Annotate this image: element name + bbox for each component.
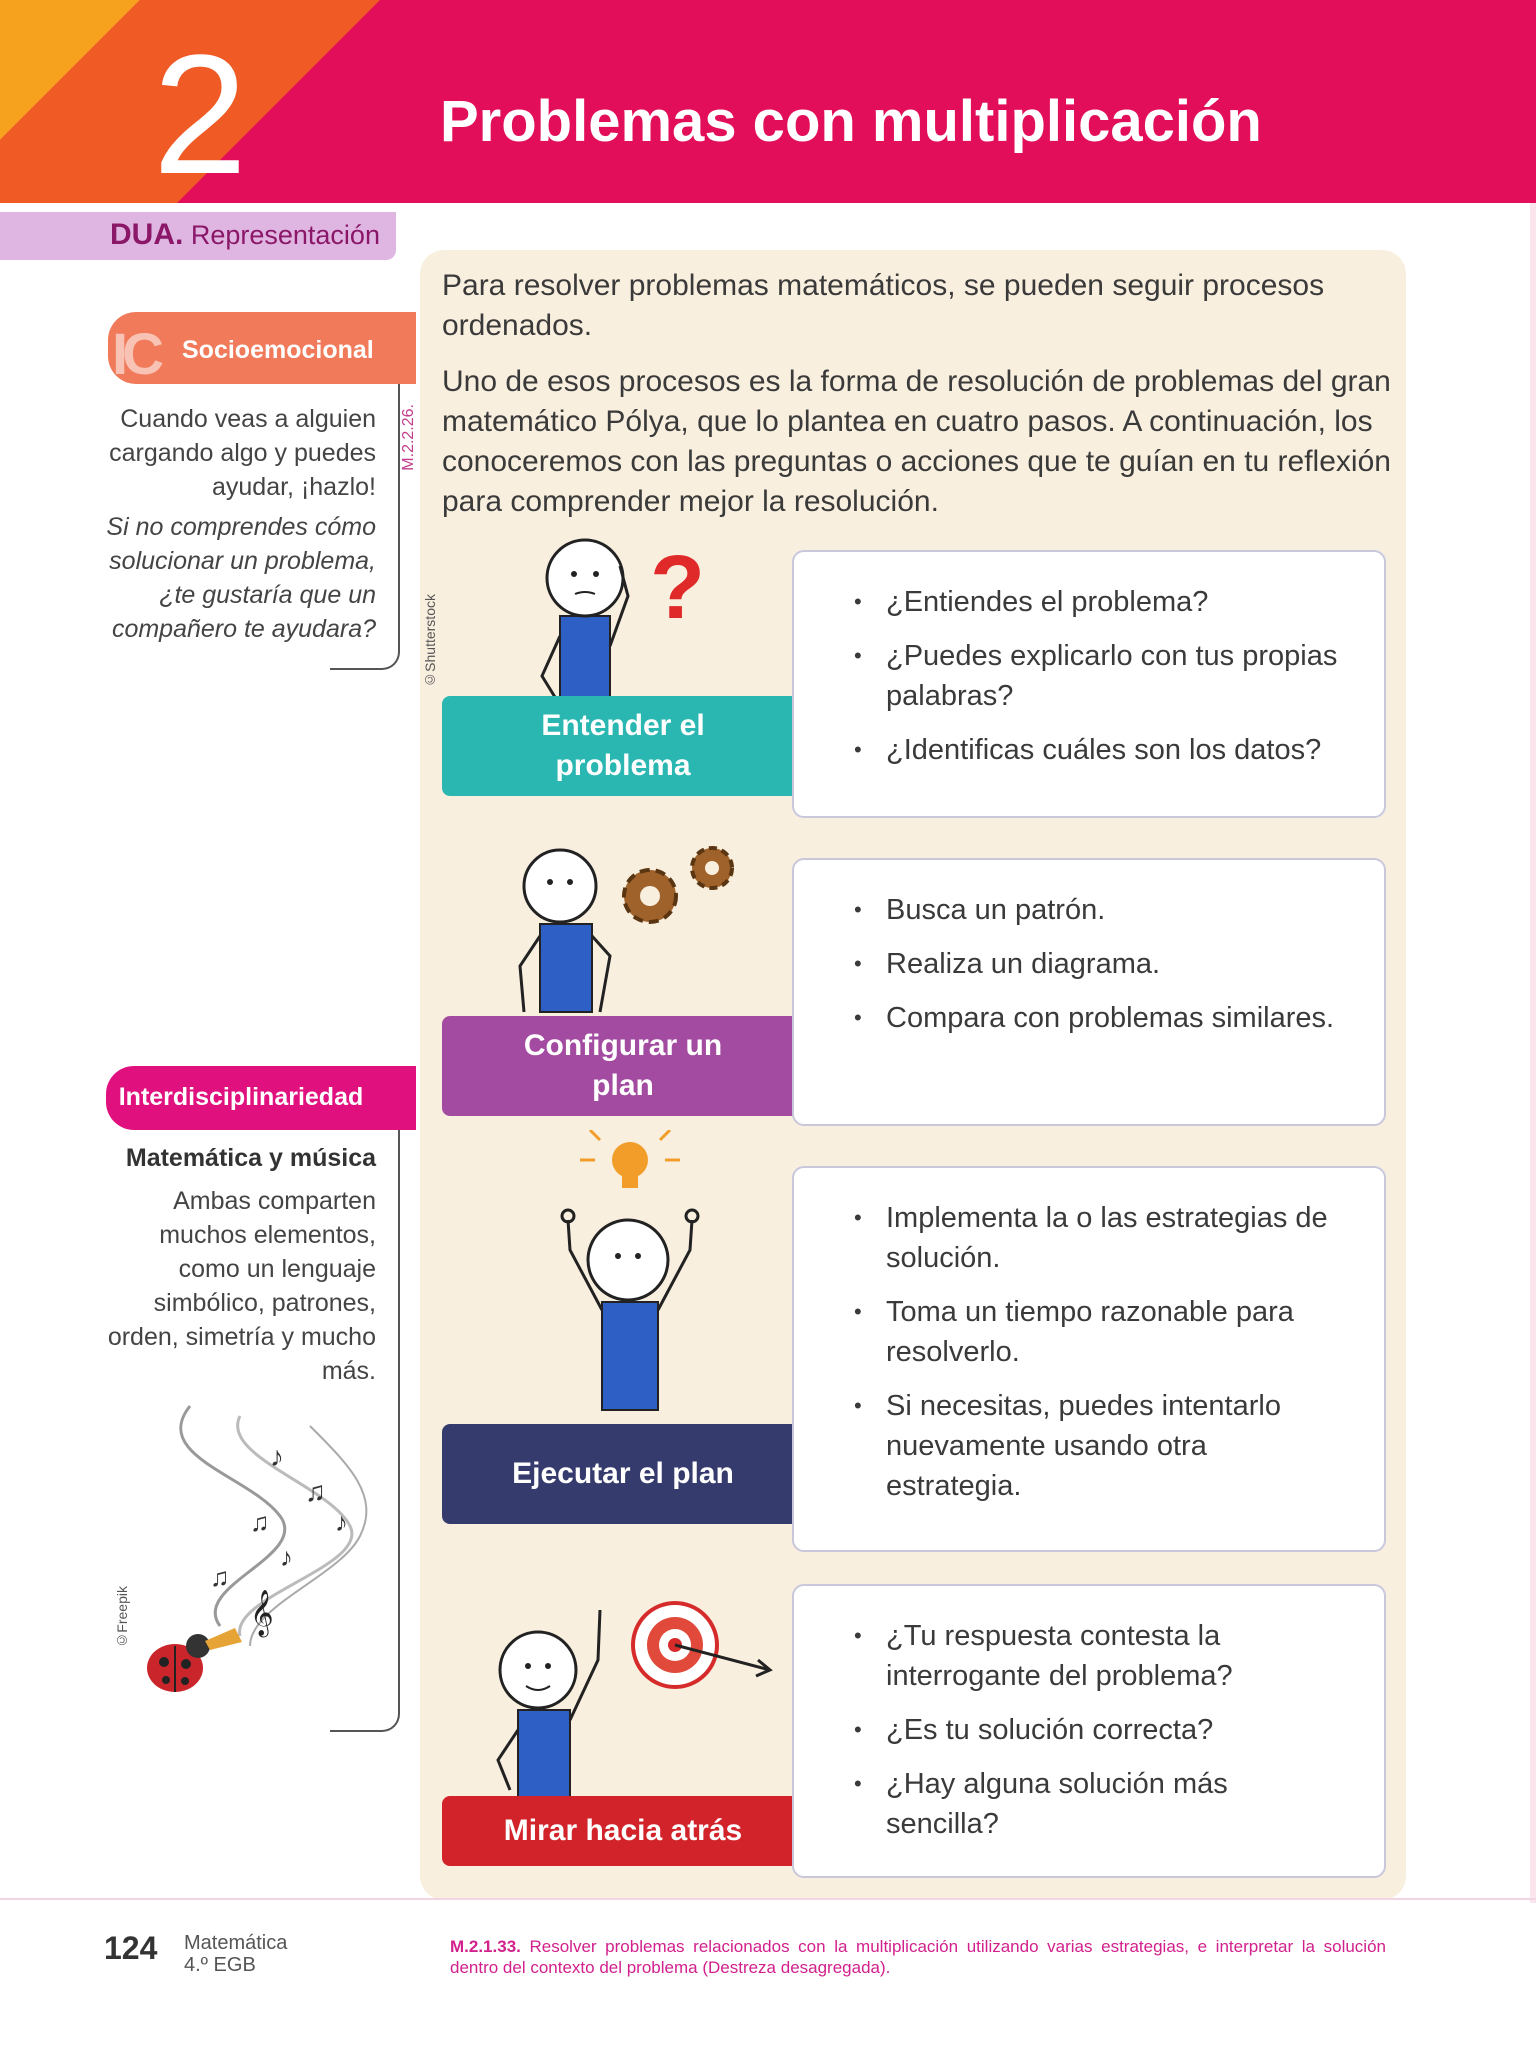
step-4-bullet: • ¿Tu respuesta contesta la interrogante del problema?: [854, 1616, 1344, 1696]
interdisciplinariedad-title: Matemática y música: [125, 1144, 376, 1172]
ic-logo: IC: [112, 322, 158, 387]
step-4-label: Mirar hacia atrás: [442, 1796, 804, 1866]
image-credit: ©Freepik: [114, 1586, 130, 1649]
step-1-bullet: • ¿Entiendes el problema?: [854, 582, 1344, 622]
execute-figure-illustration: [540, 1130, 720, 1420]
subject-label: Matemática 4.º EGB: [184, 1932, 288, 1976]
dua-label: DUA. Representación: [110, 218, 380, 251]
step-4-bullet: • ¿Hay alguna solución más sencilla?: [854, 1764, 1344, 1844]
page-number: 124: [104, 1930, 158, 1966]
svg-text:?: ?: [650, 538, 705, 638]
step-4-bullet: • ¿Es tu solución correcta?: [854, 1710, 1344, 1750]
intro-paragraph-2: Uno de esos procesos es la forma de resolución de problemas del gran matemático Pólya, que lo plantea en cuatro pasos. A continuación, los conoceremos con las preguntas o acciones que te guían en tu reflexión para comprender mejor la resolución.: [442, 365, 1391, 518]
ladybug-music-illustration: [130, 1396, 390, 1716]
page-title: Problemas con multiplicación: [440, 89, 1262, 154]
step-3-card: [792, 1166, 1386, 1552]
step-2-label: Configurar un plan: [442, 1016, 804, 1116]
step-2-bullet: • Busca un patrón.: [854, 890, 1344, 930]
sidebar-bracket: [330, 384, 400, 670]
step-2-card: [792, 858, 1386, 1126]
step-2-bullet: • Compara con problemas similares.: [854, 998, 1344, 1038]
svg-text:♫: ♫: [210, 1562, 230, 1592]
step-1-bullet: • ¿Puedes explicarlo con tus propias palabras?: [854, 636, 1344, 716]
step-1-label: Entender el problema: [442, 696, 804, 796]
socioemocional-label: Socioemocional: [182, 336, 374, 364]
svg-text:♪: ♪: [335, 1507, 348, 1537]
skill-footnote: M.2.1.33. Resolver problemas relacionados con la multiplicación utilizando varias estrategias, e interpretar la solución dentro del contexto del problema (Destreza desagregada).: [450, 1937, 1386, 1977]
step-1-card: [792, 550, 1386, 818]
interdisciplinariedad-text: Ambas comparten muchos elementos, como un lenguaje simbólico, patrones, orden, simetría y mucho más.: [107, 1187, 376, 1385]
step-1-bullet: • ¿Identificas cuáles son los datos?: [854, 730, 1344, 770]
svg-text:♪: ♪: [280, 1542, 293, 1572]
step-3-label: Ejecutar el plan: [442, 1424, 804, 1524]
step-3-bullet: • Si necesitas, puedes intentarlo nuevamente usando otra estrategia.: [854, 1386, 1344, 1506]
review-figure-illustration: [480, 1590, 780, 1800]
step-3-bullet: • Toma un tiempo razonable para resolverlo.: [854, 1292, 1344, 1372]
planning-figure-illustration: [500, 836, 760, 1016]
socioemocional-text: Cuando veas a alguien cargando algo y puedes ayudar, ¡hazlo!: [109, 405, 376, 501]
right-edge-strip: [1530, 203, 1536, 1903]
svg-text:♫: ♫: [250, 1507, 270, 1537]
step-3-bullet: • Implementa la o las estrategias de solución.: [854, 1198, 1344, 1278]
svg-text:♫: ♫: [305, 1476, 326, 1507]
thinking-figure-illustration: [520, 526, 780, 706]
svg-text:𝄞: 𝄞: [250, 1591, 274, 1635]
svg-text:♪: ♪: [270, 1441, 284, 1472]
image-credit: ©Shutterstock: [422, 594, 438, 688]
intro-paragraph-1: Para resolver problemas matemáticos, se pueden seguir procesos ordenados.: [442, 269, 1325, 342]
chapter-number: 2: [152, 20, 248, 210]
skill-code: M.2.2.26.: [400, 404, 417, 471]
step-2-bullet: • Realiza un diagrama.: [854, 944, 1344, 984]
footer-divider: [0, 1898, 1536, 1900]
socioemocional-question: Si no comprendes cómo solucionar un problema, ¿te gustaría que un compañero te ayudara?: [106, 513, 376, 643]
interdisciplinariedad-label: Interdisciplinariedad: [118, 1083, 364, 1111]
step-4-card: [792, 1584, 1386, 1878]
